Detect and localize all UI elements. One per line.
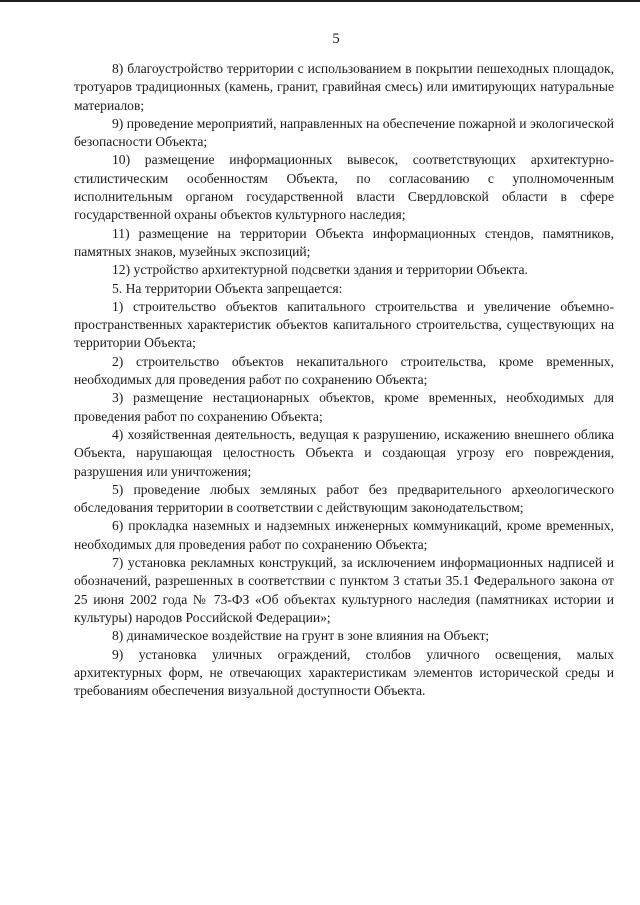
page-number: 5 — [332, 31, 340, 47]
paragraph-item-11-stands: 11) размещение на территории Объекта информационных стендов, памятников, памятных знаков, музейных экспозиций; — [74, 225, 614, 259]
scan-top-edge — [0, 0, 640, 2]
section-5-heading: 5. На территории Объекта запрещается: — [112, 280, 343, 296]
prohibition-item-7: 7) установка рекламных конструкций, за исключением информационных надписей и обозначений, разрешенных в соответствии с пунктом 3 статьи 35.1 Федерального закона от 25 июня 2002 года № 73-ФЗ «Об объектах культурного наследия (памятниках истории и культуры) народов Российской Федерации»; — [74, 555, 614, 625]
prohibition-item-9: 9) установка уличных ограждений, столбов уличного освещения, малых архитектурных форм, не отвечающих характеристикам элементов исторической среды и требованиям обеспечения визуальной доступности Объекта. — [74, 646, 614, 699]
document-body — [74, 60, 614, 700]
paragraph-item-8-landscaping: 8) благоустройство территории с использованием в покрытии пешеходных площадок, тротуаров традиционных (камень, гранит, гравийная смесь) или имитирующих натуральные материалов; — [74, 61, 614, 113]
paragraph-item-9-safety: 9) проведение мероприятий, направленных на обеспечение пожарной и экологической безопасности Объекта; — [74, 115, 614, 150]
prohibition-item-1: 1) строительство объектов капитального строительства и увеличение объемно-пространственных характеристик объектов капитального строительства, существующих на территории Объекта; — [74, 298, 614, 351]
prohibition-item-8: 8) динамическое воздействие на грунт в зоне влияния на Объект; — [112, 628, 490, 644]
paragraph-item-10-signage: 10) размещение информационных вывесок, соответствующих архитектурно-стилистическим особенностям Объекта, по согласованию с уполномоченным исполнительным органом государственной власти Свердловской области в сфере государственной охраны объектов культурного наследия; — [74, 152, 614, 223]
prohibition-item-4: 4) хозяйственная деятельность, ведущая к разрушению, искажению внешнего облика Объекта, нарушающая целостность Объекта и создающая угрозу его повреждения, разрушения или уничтожения; — [74, 426, 614, 479]
prohibition-item-3: 3) размещение нестационарных объектов, кроме временных, необходимых для проведения работ по сохранению Объекта; — [74, 390, 614, 424]
prohibition-item-5: 5) проведение любых земляных работ без предварительного археологического обследования территории в соответствии с действующим законодательством; — [74, 481, 614, 516]
prohibition-item-6: 6) прокладка наземных и надземных инженерных коммуникаций, кроме временных, необходимых для проведения работ по сохранению Объекта; — [74, 518, 614, 552]
paragraph-item-12-lighting: 12) устройство архитектурной подсветки здания и территории Объекта. — [112, 262, 528, 278]
prohibition-item-2: 2) строительство объектов некапитального строительства, кроме временных, необходимых для проведения работ по сохранению Объекта; — [74, 353, 614, 388]
